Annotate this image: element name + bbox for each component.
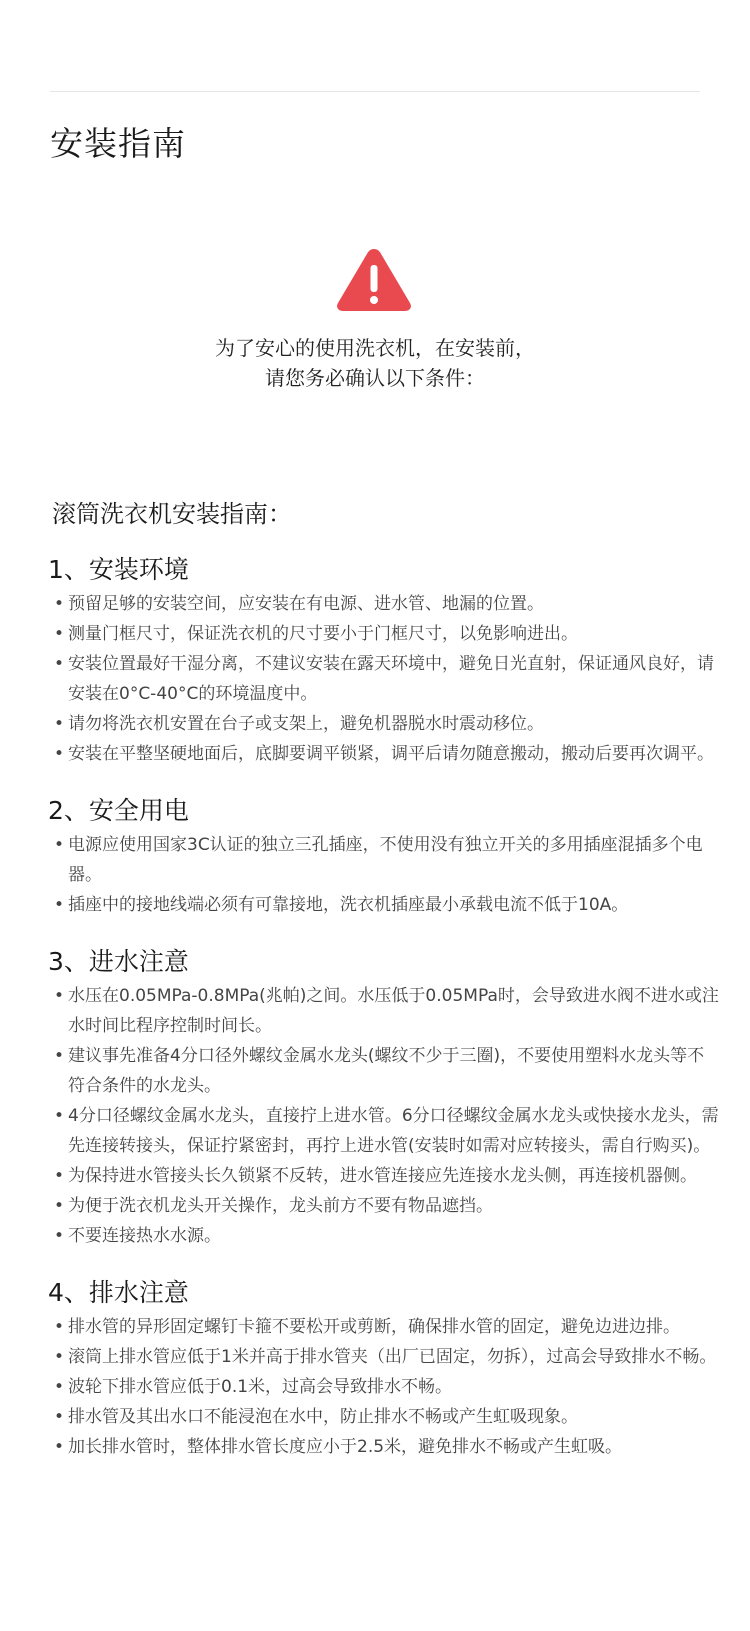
list-item [48,981,720,1041]
item-text: 滚筒上排水管应低于1米并高于排水管夹（出厂已固定，勿拆），过高会导致排水不畅。 [68,1347,717,1367]
bullet-icon: • [53,986,65,1006]
bullet-icon: • [53,1437,65,1457]
item-text: 安装在平整坚硬地面后，底脚要调平锁紧，调平后请勿随意搬动，搬动后要再次调平。 [68,744,714,764]
bullet-icon: • [53,1226,65,1246]
item-text: 电源应使用国家3C认证的独立三孔插座，不使用没有独立开关的多用插座混插多个电器。 [68,835,703,885]
list-item [48,1372,720,1402]
section-title: 3、进水注意 [48,947,189,976]
list-item [48,830,720,890]
list-item [48,1312,720,1342]
top-divider [50,91,700,92]
page-title: 安装指南 [50,124,186,163]
list-item [48,1432,720,1462]
bullet-icon: • [53,624,65,644]
list-item [48,1041,720,1101]
bullet-icon: • [53,1377,65,1397]
list-item [48,709,720,739]
list-item [48,1161,720,1191]
item-text: 不要连接热水水源。 [68,1226,221,1246]
section-water-inlet [48,945,720,1251]
section-title: 2、安全用电 [48,796,189,825]
guide-sections [48,553,720,1462]
section-drainage [48,1276,720,1462]
bullet-icon: • [53,1317,65,1337]
item-text: 为便于洗衣机龙头开关操作，龙头前方不要有物品遮挡。 [68,1196,493,1216]
list-item [48,1101,720,1161]
list-item [48,589,720,619]
list-item [48,739,720,769]
list-item [48,649,720,709]
bullet-icon: • [53,1196,65,1216]
item-text: 加长排水管时，整体排水管长度应小于2.5米，避免排水不畅或产生虹吸。 [68,1437,623,1457]
section-list [48,1312,720,1462]
bullet-icon: • [53,1347,65,1367]
item-text: 排水管的异形固定螺钉卡箍不要松开或剪断，确保排水管的固定，避免边进边排。 [68,1317,680,1337]
item-text: 4分口径螺纹金属水龙头，直接拧上进水管。6分口径螺纹金属水龙头或快接水龙头，需先连接转接头，保证拧紧密封，再拧上进水管(安装时如需对应转接头，需自行购买)。 [68,1106,719,1156]
item-text: 为保持进水管接头长久锁紧不反转，进水管连接应先连接水龙头侧，再连接机器侧。 [68,1166,697,1186]
bullet-icon: • [53,1046,65,1066]
bullet-icon: • [53,1407,65,1427]
item-text: 请勿将洗衣机安置在台子或支架上，避免机器脱水时震动移位。 [68,714,544,734]
item-text: 排水管及其出水口不能浸泡在水中，防止排水不畅或产生虹吸现象。 [68,1407,578,1427]
bullet-icon: • [53,1166,65,1186]
bullet-icon: • [53,714,65,734]
guide-title: 滚筒洗衣机安装指南： [52,500,292,528]
notice-line-2: 请您务必确认以下条件： [265,366,485,390]
notice-line-1: 为了安心的使用洗衣机，在安装前， [215,336,535,360]
install-notice [0,333,750,393]
list-item [48,890,720,920]
item-text: 建议事先准备4分口径外螺纹金属水龙头(螺纹不少于三圈)，不要使用塑料水龙头等不符合条件的水龙头。 [68,1046,705,1096]
item-text: 波轮下排水管应低于0.1米，过高会导致排水不畅。 [68,1377,453,1397]
list-item [48,1342,720,1372]
section-install-environment [48,553,720,769]
section-list [48,830,720,920]
bullet-icon: • [53,594,65,614]
bullet-icon: • [53,744,65,764]
item-text: 水压在0.05MPa-0.8MPa(兆帕)之间。水压低于0.05MPa时，会导致进水阀不进水或注水时间比程序控制时间长。 [68,986,719,1036]
section-list [48,589,720,769]
list-item [48,1221,720,1251]
list-item [48,1191,720,1221]
section-title: 4、排水注意 [48,1278,189,1307]
section-electrical-safety [48,794,720,920]
bullet-icon: • [53,1106,65,1126]
section-title: 1、安装环境 [48,555,189,584]
list-item [48,1402,720,1432]
bullet-icon: • [53,654,65,674]
item-text: 安装位置最好干湿分离，不建议安装在露天环境中，避免日光直射，保证通风良好，请安装在0°C-40°C的环境温度中。 [68,654,714,704]
item-text: 预留足够的安装空间，应安装在有电源、进水管、地漏的位置。 [68,594,544,614]
list-item [48,619,720,649]
warning-triangle-icon [334,245,414,313]
item-text: 测量门框尺寸，保证洗衣机的尺寸要小于门框尺寸，以免影响进出。 [68,624,578,644]
item-text: 插座中的接地线端必须有可靠接地，洗衣机插座最小承载电流不低于10A。 [68,895,629,915]
section-list [48,981,720,1251]
bullet-icon: • [53,835,65,855]
bullet-icon: • [53,895,65,915]
